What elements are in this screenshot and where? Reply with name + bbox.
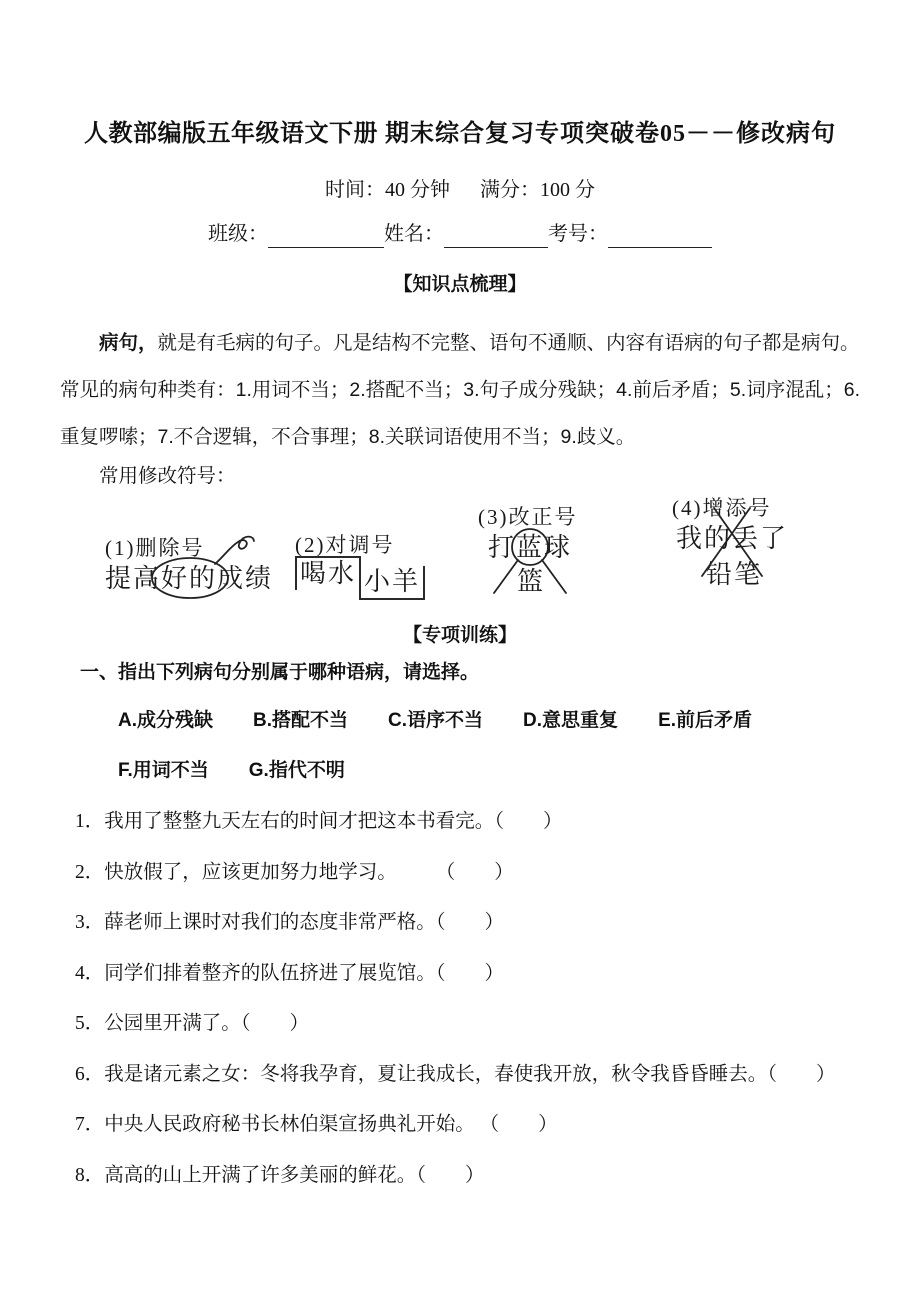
option-item-c: C.语序不当: [388, 710, 484, 731]
question-item: 5．公园里开满了。（ ）: [75, 1013, 310, 1034]
title-subtitle: 期末综合复习专项突破卷05－－修改病句: [378, 121, 836, 147]
knowledge-intro-paragraph: [60, 320, 860, 367]
class-blank: [268, 227, 384, 248]
option-item-e: E.前后矛盾: [658, 710, 753, 731]
document-title: [60, 118, 860, 150]
symbol-correct-example: [488, 531, 578, 565]
question-list: [60, 797, 860, 1201]
knowledge-intro: 就是有毛病的句子。凡是结构不完整、语句不通顺、内容有语病的句子都是病句。: [157, 332, 860, 354]
option-item-d: D.意思重复: [523, 710, 619, 731]
question-item: 6．我是诸元素之女：冬将我孕育，夏让我成长，春使我开放，秋令我昏昏睡去。（ ）: [75, 1063, 836, 1085]
knowledge-types-paragraph: 常见的病句种类有：1.用词不当；2.搭配不当；3.句子成分残缺；4.前后矛盾；5.词序混乱；6.重复啰嗦；7.不合逻辑，不合事理；8.关联词语使用不当；9.歧义。: [60, 379, 860, 448]
correction-symbols-figure: [60, 489, 860, 621]
symbol-insert-example: [676, 522, 788, 556]
symbol-group-insert: [672, 494, 788, 592]
name-blank: [444, 227, 548, 248]
symbol-insert-label: (4)增添号: [672, 496, 772, 520]
delete-example-post: 成绩: [217, 564, 274, 593]
question-item: 8．高高的山上开满了许多美丽的鲜花。（ ）: [75, 1164, 485, 1186]
symbol-swap-example: [295, 559, 425, 595]
exercise-instruction: 一、指出下列病句分别属于哪种语病，请选择。: [80, 662, 480, 683]
insertion-text: 铅笔: [706, 560, 763, 589]
name-label: 姓名：: [384, 223, 444, 245]
swap-box-second: 小羊: [359, 566, 425, 600]
correct-example-post: 球: [544, 533, 573, 562]
symbol-group-swap: [295, 531, 425, 595]
knowledge-lead: 病句，: [99, 332, 158, 354]
symbol-delete-label: (1)删除号: [105, 536, 205, 560]
delete-example-pre: 提高: [105, 564, 162, 593]
option-row-1: [60, 707, 860, 735]
section-heading-knowledge: 【知识点梳理】: [393, 274, 527, 295]
symbols-note: 常用修改符号：: [99, 465, 236, 487]
correction-text: 篮: [517, 567, 546, 596]
id-label: 考号：: [548, 223, 608, 245]
student-info-line: [60, 220, 860, 248]
insert-example-pre: 我的: [676, 524, 733, 553]
section-heading-training: 【专项训练】: [402, 625, 517, 646]
option-row-2: [60, 757, 860, 785]
correct-example-wrong: 蓝: [516, 533, 545, 562]
symbol-correct-label: (3)改正号: [478, 505, 578, 529]
symbol-group-correct: [478, 503, 578, 599]
insert-example-post: 丢了: [732, 524, 789, 553]
symbol-delete-example: [105, 562, 273, 596]
option-item-b: B.搭配不当: [253, 710, 349, 731]
question-item: 2．快放假了，应该更加努力地学习。 （ ）: [75, 861, 514, 883]
option-item-f: F.用词不当: [118, 760, 209, 781]
question-item: 7．中央人民政府秘书长林伯渠宣扬典礼开始。 （ ）: [75, 1114, 558, 1135]
question-item: 4．同学们排着整齐的队伍挤进了展览馆。（ ）: [75, 962, 505, 984]
symbol-swap-label: (2)对调号: [295, 533, 395, 557]
time-limit: 时间：40 分钟: [325, 179, 450, 201]
option-item-g: G.指代不明: [248, 760, 345, 781]
symbol-group-delete: [105, 534, 273, 596]
swap-box-first: 喝水: [295, 556, 361, 590]
class-label: 班级：: [208, 223, 268, 245]
full-score: 满分：100 分: [480, 179, 595, 201]
exam-meta: [60, 176, 860, 204]
delete-example-marked: 好的: [161, 564, 218, 593]
correct-example-pre: 打: [488, 533, 517, 562]
question-item: 1．我用了整整九天左右的时间才把这本书看完。（ ）: [75, 811, 563, 832]
title-main: 人教部编版五年级语文下册: [84, 120, 378, 147]
id-blank: [608, 227, 712, 248]
option-item-a: A.成分残缺: [118, 710, 214, 731]
question-item: 3．薛老师上课时对我们的态度非常严格。（ ）: [75, 912, 505, 933]
